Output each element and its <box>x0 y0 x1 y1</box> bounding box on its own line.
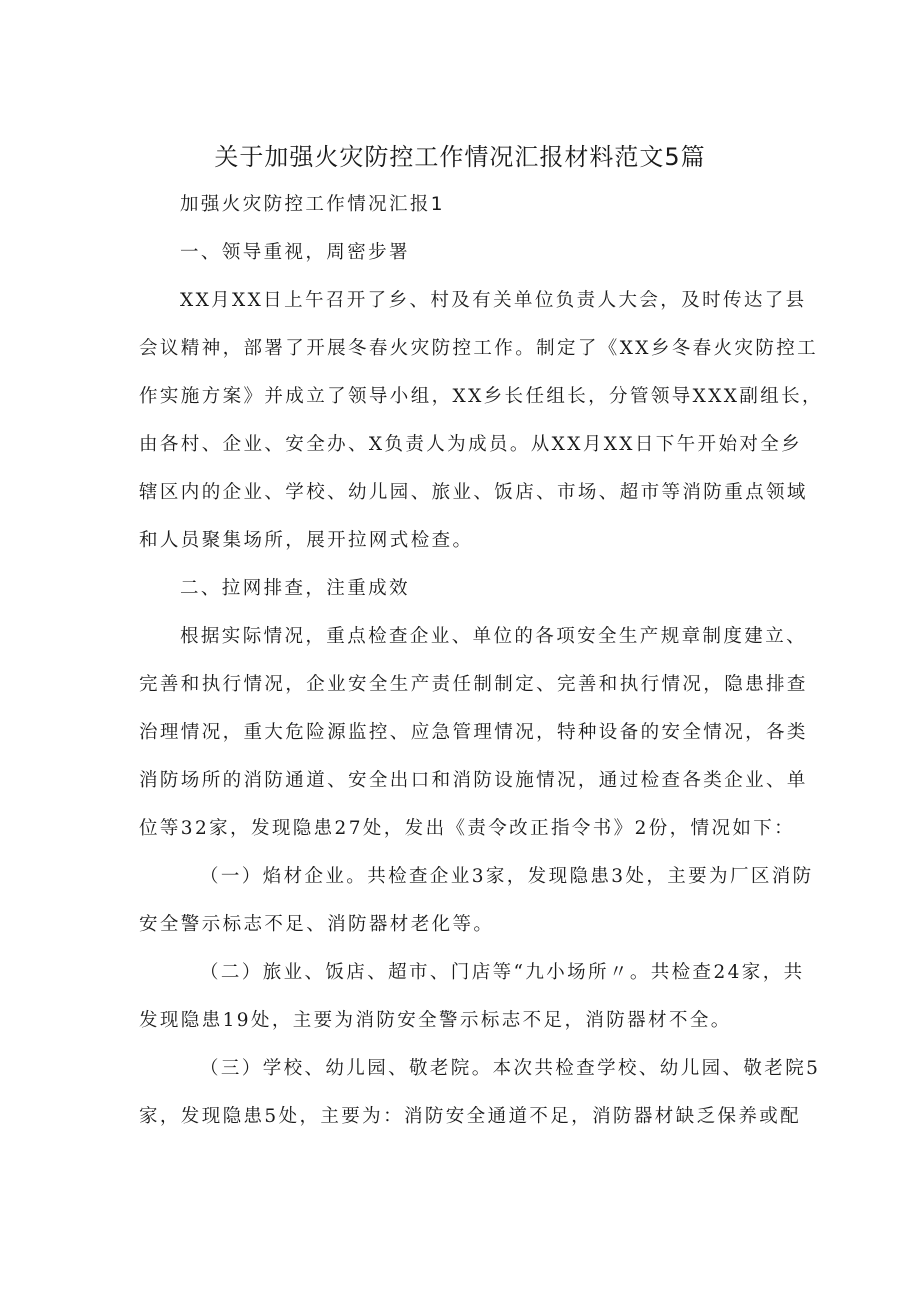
paragraph-line: 家，发现隐患5处，主要为：消防安全通道不足，消防器材缺乏保养或配 <box>139 1106 802 1127</box>
subsection-heading: 一、领导重视，周密步署 <box>180 242 410 263</box>
paragraph-line: 位等32家，发现隐患27处，发出《责令改正指令书》2份，情况如下： <box>139 818 796 839</box>
paragraph-line: 治理情况，重大危险源监控、应急管理情况，特种设备的安全情况，各类 <box>139 722 808 743</box>
paragraph-line: 根据实际情况，重点检查企业、单位的各项安全生产规章制度建立、 <box>180 626 808 647</box>
paragraph-line: 和人员聚集场所，展开拉网式检查。 <box>139 530 474 551</box>
paragraph-line: （一）焰材企业。共检查企业3家，发现隐患3处，主要为厂区消防 <box>200 866 814 887</box>
paragraph-line: 完善和执行情况，企业安全生产责任制制定、完善和执行情况，隐患排查 <box>139 674 808 695</box>
paragraph-line: 安全警示标志不足、消防器材老化等。 <box>139 914 495 935</box>
section-heading: 加强火灾防控工作情况汇报1 <box>180 194 445 215</box>
paragraph-line: 由各村、企业、安全办、X负责人为成员。从XX月XX日下午开始对全乡 <box>139 434 803 455</box>
paragraph-line: （二）旅业、饭店、超市、门店等“九小场所〃。共检查24家，共 <box>200 962 805 983</box>
subsection-heading: 二、拉网排查，注重成效 <box>180 578 410 599</box>
paragraph-line: 会议精神，部署了开展冬春火灾防控工作。制定了《XX乡冬春火灾防控工 <box>139 338 819 359</box>
paragraph-line: 作实施方案》并成立了领导小组，XX乡长任组长，分管领导XXX副组长， <box>139 386 823 407</box>
paragraph-line: 辖区内的企业、学校、幼儿园、旅业、饭店、市场、超市等消防重点领域 <box>139 482 808 503</box>
document-title: 关于加强火灾防控工作情况汇报材料范文5篇 <box>214 143 706 171</box>
paragraph-line: 消防场所的消防通道、安全出口和消防设施情况，通过检查各类企业、单 <box>139 770 808 791</box>
paragraph-line: XX月XX日上午召开了乡、村及有关单位负责人大会，及时传达了县 <box>180 290 807 311</box>
paragraph-line: （三）学校、幼儿园、敬老院。本次共检查学校、幼儿园、敬老院5 <box>200 1058 821 1079</box>
paragraph-line: 发现隐患19处，主要为消防安全警示标志不足，消防器材不全。 <box>139 1010 732 1031</box>
